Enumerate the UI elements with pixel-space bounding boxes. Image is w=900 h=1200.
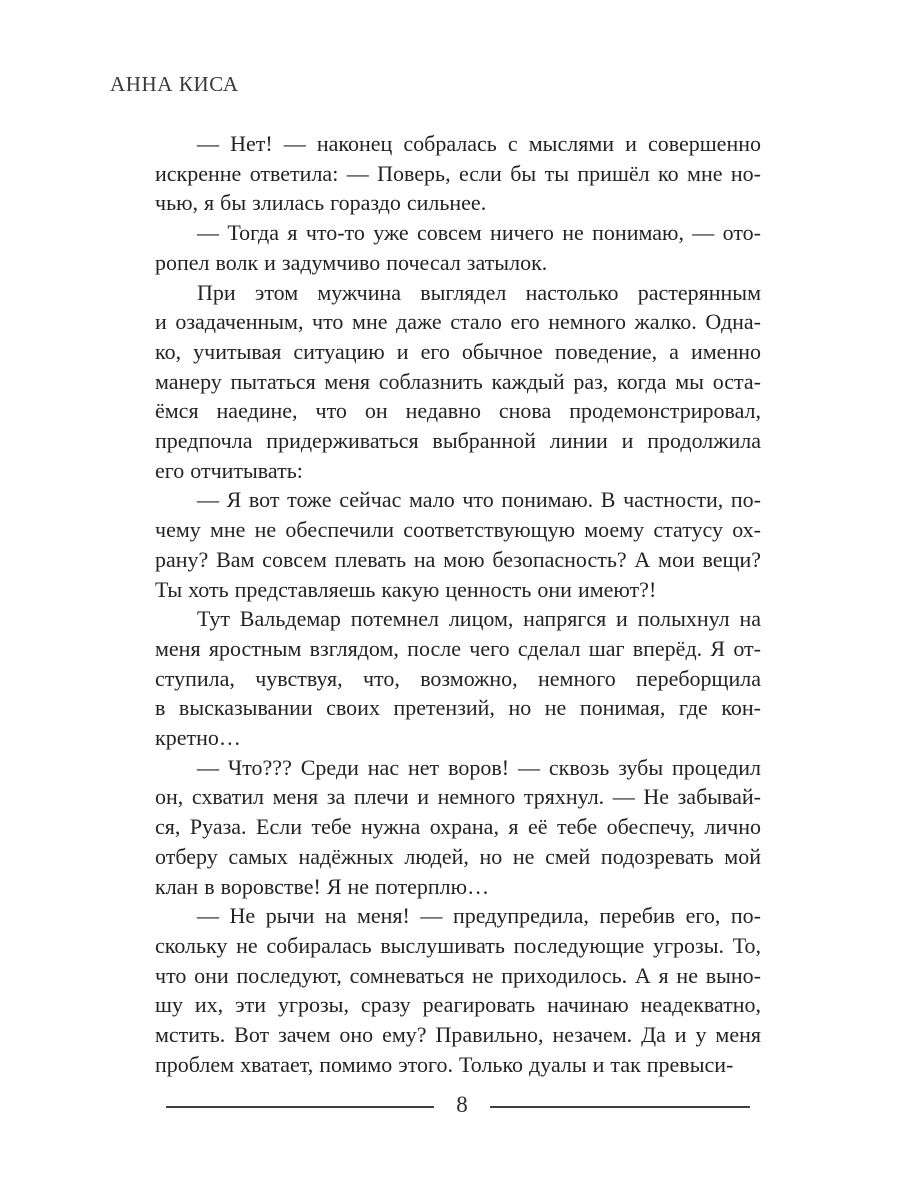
text-line: чью, я бы злилась гораздо сильнее. [155,190,487,216]
text-line: ся, Руаза. Если тебе нужна охрана, я её тебе обеспечу, лично [155,814,761,840]
text-line: — Не рычи на меня! — предупредила, перебив его, по- [197,903,761,929]
text-line: — Я вот тоже сейчас мало что понимаю. В частности, по- [197,487,761,513]
text-block [155,129,761,1080]
text-line: искренне ответила: — Поверь, если бы ты пришёл ко мне но- [155,160,761,186]
footer-rule-right [490,1106,750,1108]
text-line: меня яростным взглядом, после чего сделал шаг вперёд. Я от- [155,635,761,661]
text-line: мстить. Вот зачем оно ему? Правильно, незачем. Да и у меня [155,1022,761,1048]
running-header-author: АННА КИСА [110,72,239,96]
paragraph [155,604,761,753]
page-number: 8 [456,1092,468,1117]
paragraph [155,218,761,277]
footer-rule-left [166,1106,434,1108]
paragraph [155,485,761,604]
text-line: Ты хоть представляешь какую ценность они имеют?! [155,576,657,602]
text-line: он, схватил меня за плечи и немного тряхнул. — Не забывай- [155,784,761,810]
text-line: — Тогда я что-то уже совсем ничего не понимаю, — ото- [197,220,761,246]
paragraph [155,753,761,902]
text-line: чему мне не обеспечили соответствующую моему статусу ох- [155,517,761,543]
text-line: его отчитывать: [155,457,303,483]
text-line: рану? Вам совсем плевать на мою безопасность? А мои вещи? [155,546,761,572]
text-line: — Что??? Среди нас нет воров! — сквозь зубы процедил [197,754,761,780]
text-line: При этом мужчина выглядел настолько растерянным [197,279,761,305]
text-line: и озадаченным, что мне даже стало его немного жалко. Одна- [155,309,761,335]
page-footer [155,1092,761,1122]
text-line: проблем хватает, помимо этого. Только дуалы и так превыси- [155,1051,734,1077]
text-line: ступила, чувствуя, что, возможно, немного переборщила [155,665,761,691]
text-line: манеру пытаться меня соблазнить каждый раз, когда мы оста- [155,368,761,394]
text-line: скольку не собиралась выслушивать последующие угрозы. То, [155,932,761,958]
text-line: в высказывании своих претензий, но не понимая, где кон- [155,695,761,721]
text-line: клан в воровстве! Я не потерплю… [155,873,490,899]
text-line: кретно… [155,725,241,751]
text-line: шу их, эти угрозы, сразу реагировать начинаю неадекватно, [155,992,761,1018]
text-line: ёмся наедине, что он недавно снова продемонстрировал, [155,398,761,424]
paragraph [155,129,761,218]
text-line: Тут Вальдемар потемнел лицом, напрягся и полыхнул на [197,606,761,632]
paragraph [155,278,761,486]
text-line: ропел волк и задумчиво почесал затылок. [155,249,548,275]
text-line: что они последуют, сомневаться не приходилось. А я не выно- [155,962,761,988]
text-line: — Нет! — наконец собралась с мыслями и совершенно [197,131,761,156]
text-line: ко, учитывая ситуацию и его обычное поведение, а именно [155,338,761,364]
text-line: предпочла придерживаться выбранной линии и продолжила [155,428,761,454]
text-line: отберу самых надёжных людей, но не смей подозревать мой [155,843,761,869]
paragraph [155,901,761,1079]
